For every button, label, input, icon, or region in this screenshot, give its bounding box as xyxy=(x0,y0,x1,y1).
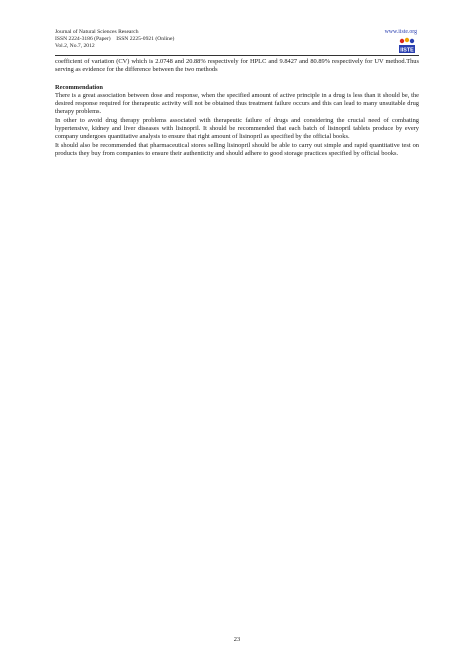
journal-url[interactable]: www.iiste.org xyxy=(384,29,417,35)
body-paragraph: It should also be recommended that pharmaceutical stores selling lisinopril should be able to carry out simple and rapid quantitative test on products they buy from companies to ensure their authenticity and should adhere to good storage practices specified by official books. xyxy=(55,141,419,157)
section-heading: Recommendation xyxy=(55,83,103,91)
body-paragraph: There is a great association between dose and response, when the specified amount of active principle in a drug is less than it should be, the desired response required for therapeutic activity will not be obtained thus treatment failure occurs and this can lead to many unsuitable drug therapy problems. xyxy=(55,91,419,116)
journal-header xyxy=(55,29,174,50)
journal-volume: Vol.2, No.7, 2012 xyxy=(55,43,95,49)
article-body xyxy=(55,58,419,158)
svg-text:IISTE: IISTE xyxy=(400,47,414,54)
page-number: 23 xyxy=(233,636,241,643)
journal-title: Journal of Natural Sciences Research xyxy=(55,29,139,35)
journal-issn: ISSN 2224-3186 (Paper) ISSN 2225-0921 (Online) xyxy=(55,36,175,42)
intro-paragraph: coefficient of variation (CV) which is 2.0748 and 20.88% respectively for HPLC and 9.8427 and 80.89% respectively for UV method.Thus serving as evidence for the difference between the two methods xyxy=(55,58,419,74)
body-paragraph: In other to avoid drug therapy problems associated with therapeutic failure of drugs and considering the crucial need of combating hypertensive, kidney and liver diseases with lisinopril. It should be recommended that each batch of lisinopril tablets produce by every company undergoes quantitative analysis to ensure that right amount of lisinopril as specified by the official books. xyxy=(55,116,419,141)
iiste-logo xyxy=(397,37,417,54)
header-rule xyxy=(55,55,419,56)
